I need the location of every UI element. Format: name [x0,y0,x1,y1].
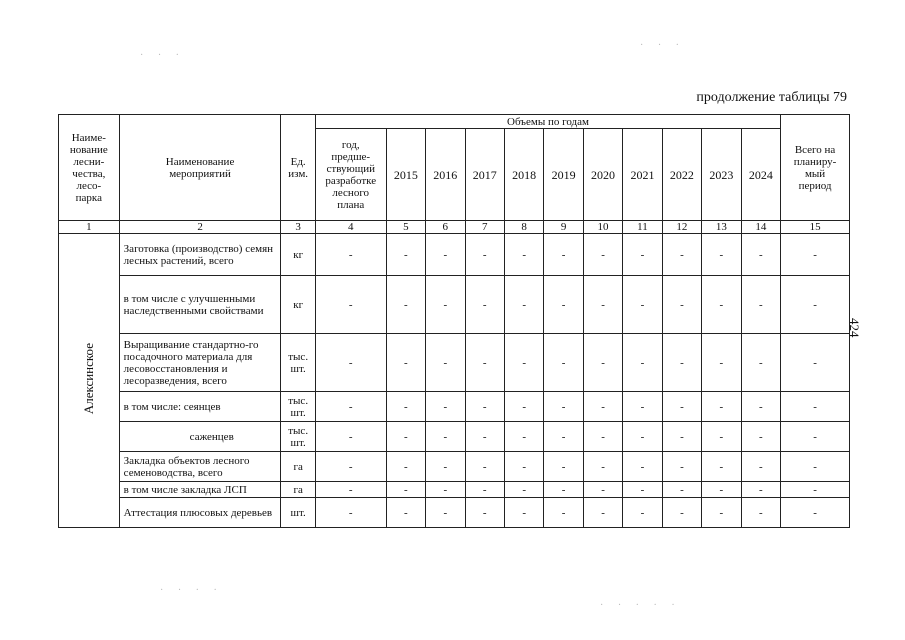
activity-name: Заготовка (производство) семян лесных растений, всего [119,234,281,276]
value-cell: - [741,498,781,528]
value-cell: - [741,452,781,482]
value-cell: - [465,482,504,498]
value-cell: - [315,276,386,334]
column-number: 1 [59,221,120,234]
value-cell: - [386,276,425,334]
value-cell: - [702,276,741,334]
scan-noise: · · · · · [600,600,681,611]
value-cell: - [544,498,583,528]
value-cell: - [465,276,504,334]
value-cell: - [623,452,662,482]
header-previous-year: год, предше- ствующий разработке лесного плана [315,129,386,221]
unit-cell: тыс. шт. [281,334,315,392]
value-cell: - [741,422,781,452]
header-year: 2016 [426,129,465,221]
value-cell: - [386,422,425,452]
value-cell: - [504,452,543,482]
value-cell: - [583,452,622,482]
value-cell: - [662,334,701,392]
column-number: 12 [662,221,701,234]
activity-name: в том числе с улучшенными наследственными свойствами [119,276,281,334]
scan-noise: · · · [640,40,685,51]
value-cell: - [623,234,662,276]
column-number: 3 [281,221,315,234]
value-cell: - [465,334,504,392]
value-cell: - [583,334,622,392]
value-cell: - [702,234,741,276]
header-activities: Наименование мероприятий [119,115,281,221]
value-cell: - [662,392,701,422]
value-cell: - [702,498,741,528]
value-cell: - [583,234,622,276]
value-cell: - [504,234,543,276]
value-cell: - [386,498,425,528]
table-row [59,498,850,528]
value-cell: - [583,498,622,528]
column-number: 10 [583,221,622,234]
value-cell: - [315,422,386,452]
value-cell: - [741,482,781,498]
activity-name: Аттестация плюсовых деревьев [119,498,281,528]
column-number: 11 [623,221,662,234]
value-cell: - [544,334,583,392]
value-cell: - [465,452,504,482]
header-year: 2022 [662,129,701,221]
value-cell: - [426,334,465,392]
activities-table [58,114,850,528]
value-cell: - [623,334,662,392]
column-number: 13 [702,221,741,234]
header-year: 2021 [623,129,662,221]
table-row [59,392,850,422]
value-cell: - [662,482,701,498]
value-cell: - [623,498,662,528]
table-row [59,234,850,276]
value-cell: - [504,482,543,498]
value-cell: - [504,334,543,392]
value-cell: - [426,452,465,482]
header-year: 2015 [386,129,425,221]
value-cell: - [781,334,850,392]
column-number: 4 [315,221,386,234]
value-cell: - [426,498,465,528]
forestry-cell [59,234,120,528]
column-number: 9 [544,221,583,234]
value-cell: - [465,498,504,528]
value-cell: - [781,482,850,498]
header-forestry: Наиме- нование лесни- чества, лесо- парка [59,115,120,221]
value-cell: - [544,234,583,276]
header-year: 2023 [702,129,741,221]
column-number: 5 [386,221,425,234]
value-cell: - [662,422,701,452]
table-row [59,276,850,334]
table-row [59,422,850,452]
header-total: Всего на планиру- мый период [781,115,850,221]
value-cell: - [781,452,850,482]
value-cell: - [662,234,701,276]
forestry-name: Алексинское [80,343,96,415]
value-cell: - [386,452,425,482]
value-cell: - [504,392,543,422]
column-number: 15 [781,221,850,234]
value-cell: - [465,392,504,422]
table-row [59,482,850,498]
value-cell: - [465,422,504,452]
value-cell: - [465,234,504,276]
value-cell: - [386,334,425,392]
column-number: 8 [504,221,543,234]
unit-cell: шт. [281,498,315,528]
column-number: 14 [741,221,781,234]
value-cell: - [781,498,850,528]
value-cell: - [583,392,622,422]
value-cell: - [315,334,386,392]
page-number: 424 [847,318,862,338]
value-cell: - [662,452,701,482]
value-cell: - [702,452,741,482]
value-cell: - [623,482,662,498]
value-cell: - [426,276,465,334]
value-cell: - [544,276,583,334]
scan-noise: · · · · [160,585,223,596]
value-cell: - [702,334,741,392]
header-year: 2017 [465,129,504,221]
activity-name: в том числе закладка ЛСП [119,482,281,498]
scan-noise: · · · [140,50,185,61]
column-number: 7 [465,221,504,234]
header-year: 2020 [583,129,622,221]
column-number: 2 [119,221,281,234]
activity-name: Выращивание стандартно-го посадочного материала для лесовосстановления и лесоразведения, всего [119,334,281,392]
value-cell: - [315,392,386,422]
header-year: 2019 [544,129,583,221]
value-cell: - [623,422,662,452]
header-volumes-by-year: Объемы по годам [315,115,780,129]
activity-name: в том числе: сеянцев [119,392,281,422]
value-cell: - [702,392,741,422]
unit-cell: тыс. шт. [281,422,315,452]
value-cell: - [315,452,386,482]
value-cell: - [426,482,465,498]
value-cell: - [426,422,465,452]
value-cell: - [583,482,622,498]
value-cell: - [504,498,543,528]
unit-cell: кг [281,234,315,276]
value-cell: - [426,234,465,276]
value-cell: - [386,392,425,422]
table-row [59,334,850,392]
value-cell: - [386,482,425,498]
value-cell: - [623,392,662,422]
value-cell: - [741,234,781,276]
column-number: 6 [426,221,465,234]
value-cell: - [702,482,741,498]
value-cell: - [544,452,583,482]
value-cell: - [504,276,543,334]
table-row [59,452,850,482]
value-cell: - [583,422,622,452]
value-cell: - [781,276,850,334]
unit-cell: га [281,482,315,498]
activity-name: саженцев [119,422,281,452]
value-cell: - [662,498,701,528]
value-cell: - [315,482,386,498]
value-cell: - [741,276,781,334]
value-cell: - [315,498,386,528]
value-cell: - [426,392,465,422]
value-cell: - [702,422,741,452]
value-cell: - [781,422,850,452]
value-cell: - [781,392,850,422]
value-cell: - [386,234,425,276]
value-cell: - [662,276,701,334]
header-year: 2024 [741,129,781,221]
value-cell: - [544,422,583,452]
unit-cell: га [281,452,315,482]
value-cell: - [504,422,543,452]
header-year: 2018 [504,129,543,221]
header-unit: Ед. изм. [281,115,315,221]
value-cell: - [315,234,386,276]
unit-cell: тыс. шт. [281,392,315,422]
unit-cell: кг [281,276,315,334]
value-cell: - [544,392,583,422]
value-cell: - [583,276,622,334]
table-caption: продолжение таблицы 79 [696,90,847,105]
value-cell: - [623,276,662,334]
activity-name: Закладка объектов лесного семеноводства, всего [119,452,281,482]
value-cell: - [781,234,850,276]
value-cell: - [741,334,781,392]
value-cell: - [544,482,583,498]
value-cell: - [741,392,781,422]
